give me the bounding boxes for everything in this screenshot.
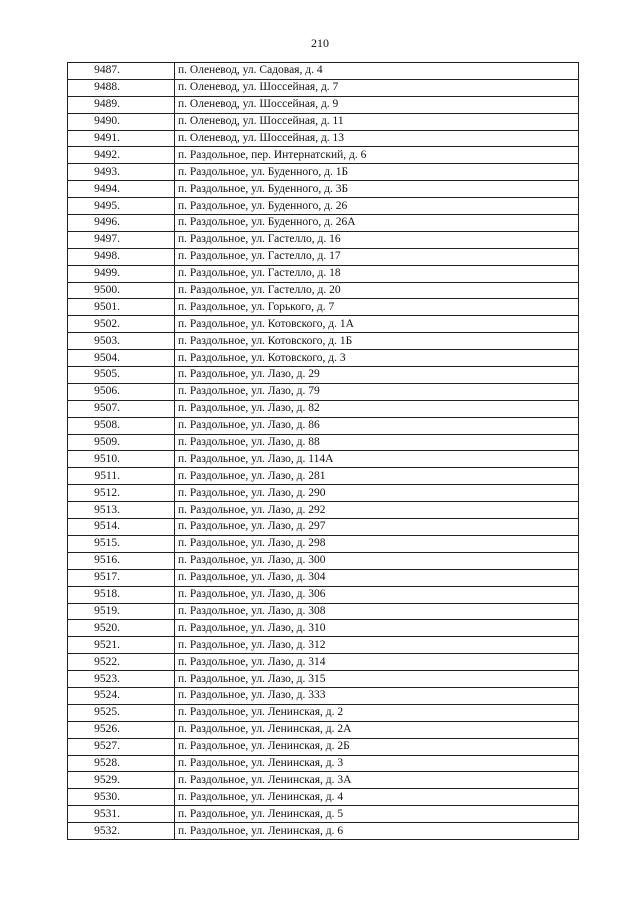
table-row [68, 383, 579, 400]
row-number-cell: 9516. [68, 552, 175, 569]
row-number-cell: 9531. [68, 806, 175, 823]
row-number-cell: 9492. [68, 147, 175, 164]
row-number-cell: 9530. [68, 789, 175, 806]
address-cell: п. Раздольное, ул. Буденного, д. 3Б [175, 181, 579, 198]
address-table [67, 62, 579, 840]
address-cell: п. Раздольное, ул. Ленинская, д. 2А [175, 721, 579, 738]
address-cell: п. Раздольное, ул. Гастелло, д. 16 [175, 231, 579, 248]
row-number-cell: 9503. [68, 333, 175, 350]
address-cell: п. Раздольное, ул. Гастелло, д. 17 [175, 248, 579, 265]
address-cell: п. Раздольное, ул. Лазо, д. 304 [175, 569, 579, 586]
table-row [68, 265, 579, 282]
row-number-cell: 9495. [68, 198, 175, 215]
row-number-cell: 9527. [68, 738, 175, 755]
table-row [68, 687, 579, 704]
address-cell: п. Раздольное, ул. Лазо, д. 281 [175, 468, 579, 485]
address-cell: п. Раздольное, ул. Лазо, д. 292 [175, 502, 579, 519]
row-number-cell: 9500. [68, 282, 175, 299]
address-cell: п. Раздольное, ул. Ленинская, д. 6 [175, 823, 579, 840]
address-cell: п. Раздольное, ул. Котовского, д. 3 [175, 350, 579, 367]
table-row [68, 63, 579, 80]
row-number-cell: 9528. [68, 755, 175, 772]
table-row [68, 434, 579, 451]
row-number-cell: 9508. [68, 417, 175, 434]
table-row [68, 282, 579, 299]
row-number-cell: 9491. [68, 130, 175, 147]
address-cell: п. Раздольное, ул. Лазо, д. 114А [175, 451, 579, 468]
row-number-cell: 9520. [68, 620, 175, 637]
row-number-cell: 9499. [68, 265, 175, 282]
table-row [68, 333, 579, 350]
address-cell: п. Раздольное, ул. Ленинская, д. 5 [175, 806, 579, 823]
row-number-cell: 9506. [68, 383, 175, 400]
row-number-cell: 9532. [68, 823, 175, 840]
table-row [68, 400, 579, 417]
address-cell: п. Раздольное, ул. Котовского, д. 1Б [175, 333, 579, 350]
table-row [68, 519, 579, 536]
row-number-cell: 9510. [68, 451, 175, 468]
address-cell: п. Оленевод, ул. Шоссейная, д. 11 [175, 113, 579, 130]
address-cell: п. Раздольное, ул. Лазо, д. 88 [175, 434, 579, 451]
row-number-cell: 9507. [68, 400, 175, 417]
address-cell: п. Раздольное, ул. Ленинская, д. 3А [175, 772, 579, 789]
table-row [68, 451, 579, 468]
table-row [68, 671, 579, 688]
address-cell: п. Раздольное, ул. Лазо, д. 314 [175, 654, 579, 671]
table-row [68, 181, 579, 198]
row-number-cell: 9517. [68, 569, 175, 586]
row-number-cell: 9512. [68, 485, 175, 502]
address-cell: п. Раздольное, ул. Буденного, д. 26А [175, 215, 579, 232]
address-cell: п. Оленевод, ул. Шоссейная, д. 9 [175, 96, 579, 113]
address-cell: п. Раздольное, ул. Лазо, д. 315 [175, 671, 579, 688]
table-row [68, 806, 579, 823]
table-row [68, 164, 579, 181]
row-number-cell: 9493. [68, 164, 175, 181]
row-number-cell: 9490. [68, 113, 175, 130]
table-row [68, 79, 579, 96]
row-number-cell: 9511. [68, 468, 175, 485]
table-row [68, 96, 579, 113]
table-row [68, 552, 579, 569]
table-row [68, 603, 579, 620]
row-number-cell: 9496. [68, 215, 175, 232]
row-number-cell: 9522. [68, 654, 175, 671]
table-row [68, 755, 579, 772]
row-number-cell: 9524. [68, 687, 175, 704]
table-row [68, 113, 579, 130]
address-cell: п. Раздольное, ул. Ленинская, д. 2 [175, 704, 579, 721]
table-row [68, 231, 579, 248]
row-number-cell: 9497. [68, 231, 175, 248]
row-number-cell: 9494. [68, 181, 175, 198]
table-row [68, 485, 579, 502]
row-number-cell: 9502. [68, 316, 175, 333]
table-row [68, 130, 579, 147]
row-number-cell: 9509. [68, 434, 175, 451]
table-row [68, 569, 579, 586]
address-cell: п. Раздольное, ул. Котовского, д. 1А [175, 316, 579, 333]
address-cell: п. Раздольное, ул. Ленинская, д. 3 [175, 755, 579, 772]
row-number-cell: 9521. [68, 637, 175, 654]
row-number-cell: 9525. [68, 704, 175, 721]
table-row [68, 198, 579, 215]
address-cell: п. Раздольное, ул. Лазо, д. 29 [175, 367, 579, 384]
row-number-cell: 9498. [68, 248, 175, 265]
row-number-cell: 9501. [68, 299, 175, 316]
table-row [68, 772, 579, 789]
table-row [68, 721, 579, 738]
page-number: 210 [311, 36, 329, 50]
row-number-cell: 9529. [68, 772, 175, 789]
row-number-cell: 9488. [68, 79, 175, 96]
table-row [68, 654, 579, 671]
table-row [68, 823, 579, 840]
address-cell: п. Раздольное, ул. Буденного, д. 26 [175, 198, 579, 215]
table-row [68, 299, 579, 316]
address-cell: п. Раздольное, ул. Лазо, д. 300 [175, 552, 579, 569]
table-row [68, 215, 579, 232]
address-cell: п. Раздольное, ул. Лазо, д. 308 [175, 603, 579, 620]
table-row [68, 620, 579, 637]
row-number-cell: 9504. [68, 350, 175, 367]
table-row [68, 704, 579, 721]
address-cell: п. Раздольное, ул. Лазо, д. 82 [175, 400, 579, 417]
address-cell: п. Раздольное, ул. Лазо, д. 333 [175, 687, 579, 704]
address-cell: п. Раздольное, ул. Лазо, д. 310 [175, 620, 579, 637]
row-number-cell: 9514. [68, 519, 175, 536]
table-row [68, 637, 579, 654]
row-number-cell: 9489. [68, 96, 175, 113]
row-number-cell: 9487. [68, 63, 175, 80]
table-row [68, 147, 579, 164]
address-cell: п. Раздольное, пер. Интернатский, д. 6 [175, 147, 579, 164]
address-cell: п. Раздольное, ул. Лазо, д. 312 [175, 637, 579, 654]
table-row [68, 789, 579, 806]
address-cell: п. Оленевод, ул. Садовая, д. 4 [175, 63, 579, 80]
address-cell: п. Оленевод, ул. Шоссейная, д. 13 [175, 130, 579, 147]
address-cell: п. Раздольное, ул. Ленинская, д. 4 [175, 789, 579, 806]
address-cell: п. Раздольное, ул. Лазо, д. 306 [175, 586, 579, 603]
address-cell: п. Раздольное, ул. Буденного, д. 1Б [175, 164, 579, 181]
address-cell: п. Раздольное, ул. Лазо, д. 297 [175, 519, 579, 536]
address-cell: п. Раздольное, ул. Лазо, д. 290 [175, 485, 579, 502]
table-row [68, 738, 579, 755]
table-row [68, 417, 579, 434]
table-row [68, 586, 579, 603]
table-row [68, 248, 579, 265]
address-cell: п. Раздольное, ул. Горького, д. 7 [175, 299, 579, 316]
address-cell: п. Раздольное, ул. Лазо, д. 298 [175, 535, 579, 552]
row-number-cell: 9515. [68, 535, 175, 552]
table-row [68, 367, 579, 384]
row-number-cell: 9513. [68, 502, 175, 519]
row-number-cell: 9518. [68, 586, 175, 603]
address-cell: п. Раздольное, ул. Лазо, д. 79 [175, 383, 579, 400]
address-cell: п. Раздольное, ул. Гастелло, д. 20 [175, 282, 579, 299]
address-table-body [68, 63, 579, 840]
address-cell: п. Оленевод, ул. Шоссейная, д. 7 [175, 79, 579, 96]
table-row [68, 502, 579, 519]
table-row [68, 350, 579, 367]
address-cell: п. Раздольное, ул. Гастелло, д. 18 [175, 265, 579, 282]
address-cell: п. Раздольное, ул. Ленинская, д. 2Б [175, 738, 579, 755]
row-number-cell: 9526. [68, 721, 175, 738]
address-cell: п. Раздольное, ул. Лазо, д. 86 [175, 417, 579, 434]
table-row [68, 535, 579, 552]
row-number-cell: 9519. [68, 603, 175, 620]
table-row [68, 468, 579, 485]
row-number-cell: 9523. [68, 671, 175, 688]
row-number-cell: 9505. [68, 367, 175, 384]
table-row [68, 316, 579, 333]
